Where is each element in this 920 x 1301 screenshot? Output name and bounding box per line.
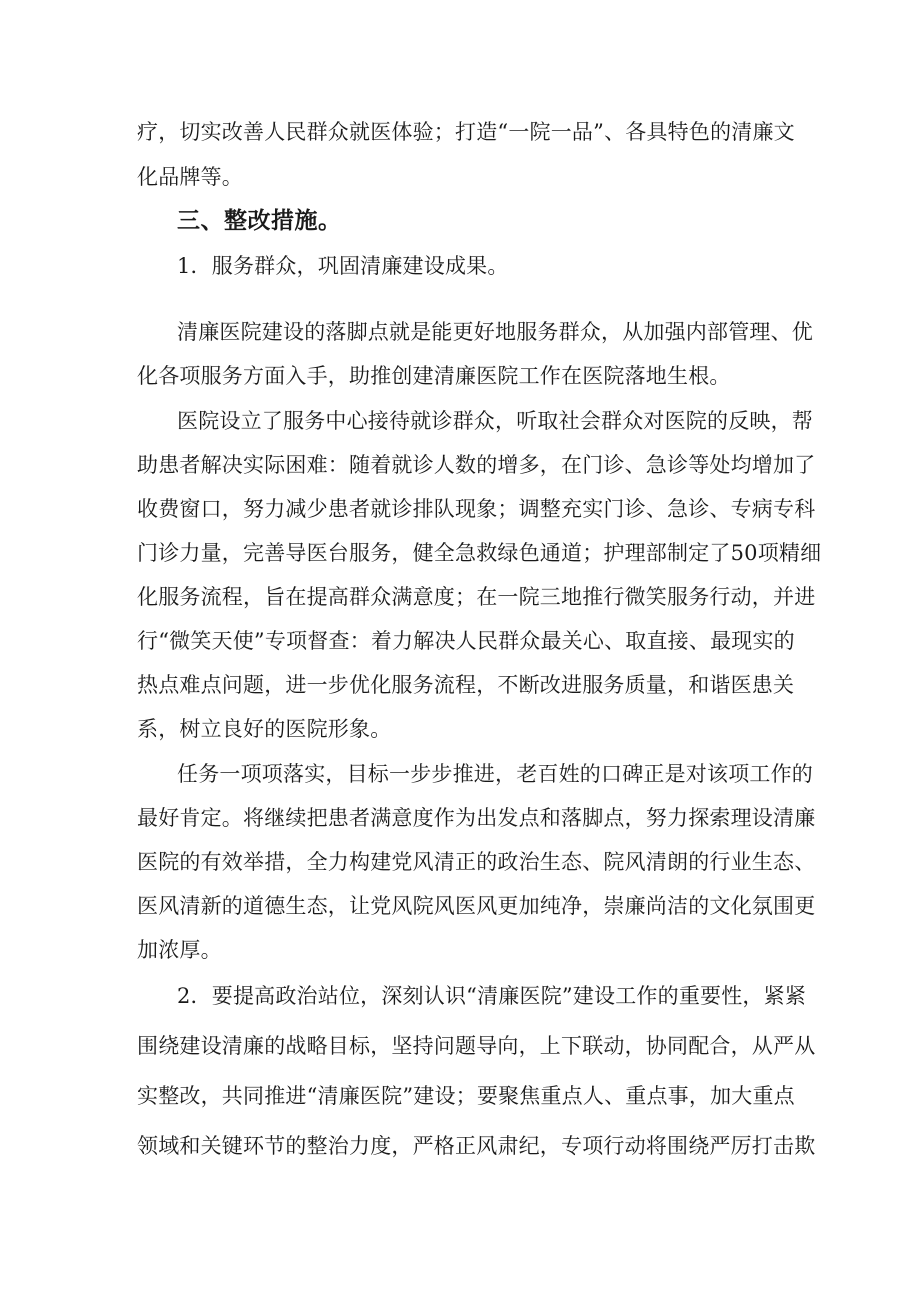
paragraph-3-line-5: 加浓厚。 <box>137 938 222 962</box>
paragraph-2-line-5: 化服务流程，旨在提高群众满意度；在一院三地推行微笑服务行动，并进 <box>137 585 816 609</box>
paragraph-2-line-3: 收费窗口，努力减少患者就诊排队现象；调整充实门诊、急诊、专病专科 <box>137 497 816 521</box>
paragraph-1-line-1: 清廉医院建设的落脚点就是能更好地服务群众，从加强内部管理、优 <box>177 320 813 344</box>
paragraph-2-line-2: 助患者解决实际困难：随着就诊人数的增多，在门诊、急诊等处均增加了 <box>137 453 816 477</box>
paragraph-3-line-2: 最好肯定。将继续把患者满意度作为出发点和落脚点，努力探索理设清廉 <box>137 806 816 830</box>
paragraph-3-line-4: 医风清新的道德生态，让党风院风医风更加纯净，崇廉尚洁的文化氛围更 <box>137 894 816 918</box>
paragraph-1-line-2: 化各项服务方面入手，助推创建清廉医院工作在医院落地生根。 <box>137 364 731 388</box>
paragraph-2-line-7: 热点难点问题，进一步优化服务流程，不断改进服务质量，和谐医患关 <box>137 673 795 697</box>
paragraph-4-line-2: 围绕建设清廉的战略目标，坚持问题导向，上下联动，协同配合，从严从 <box>137 1034 816 1058</box>
paragraph-4-line-1: 2．要提高政治站位，深刻认识“清廉医院”建设工作的重要性，紧紧 <box>177 984 807 1008</box>
paragraph-4-line-3: 实整改，共同推进“清廉医院”建设；要聚焦重点人、重点事，加大重点 <box>137 1084 795 1108</box>
continued-paragraph-line-1: 疗，切实改善人民群众就医体验；打造“一院一品”、各具特色的清廉文 <box>137 120 795 144</box>
paragraph-4-line-4: 领域和关键环节的整治力度，严格正风肃纪，专项行动将围绕严厉打击欺 <box>137 1134 816 1158</box>
paragraph-2-line-4: 门诊力量，完善导医台服务，健全急救绿色通道；护理部制定了50项精细 <box>137 541 822 565</box>
paragraph-2-line-6: 行“微笑天使”专项督查：着力解决人民群众最关心、取直接、最现实的 <box>137 629 795 653</box>
item-1-title: 1．服务群众，巩固清廉建设成果。 <box>177 254 509 278</box>
section-heading: 三、整改措施。 <box>177 208 342 234</box>
paragraph-3-line-1: 任务一项项落实，目标一步步推进，老百姓的口碑正是对该项工作的 <box>177 762 813 786</box>
paragraph-2-line-1: 医院设立了服务中心接待就诊群众，听取社会群众对医院的反映，帮 <box>177 409 813 433</box>
paragraph-3-line-3: 医院的有效举措，全力构建党风清正的政治生态、院风清朗的行业生态、 <box>137 850 816 874</box>
continued-paragraph-line-2: 化品牌等。 <box>137 165 243 189</box>
paragraph-2-line-8: 系，树立良好的医院形象。 <box>137 717 392 741</box>
